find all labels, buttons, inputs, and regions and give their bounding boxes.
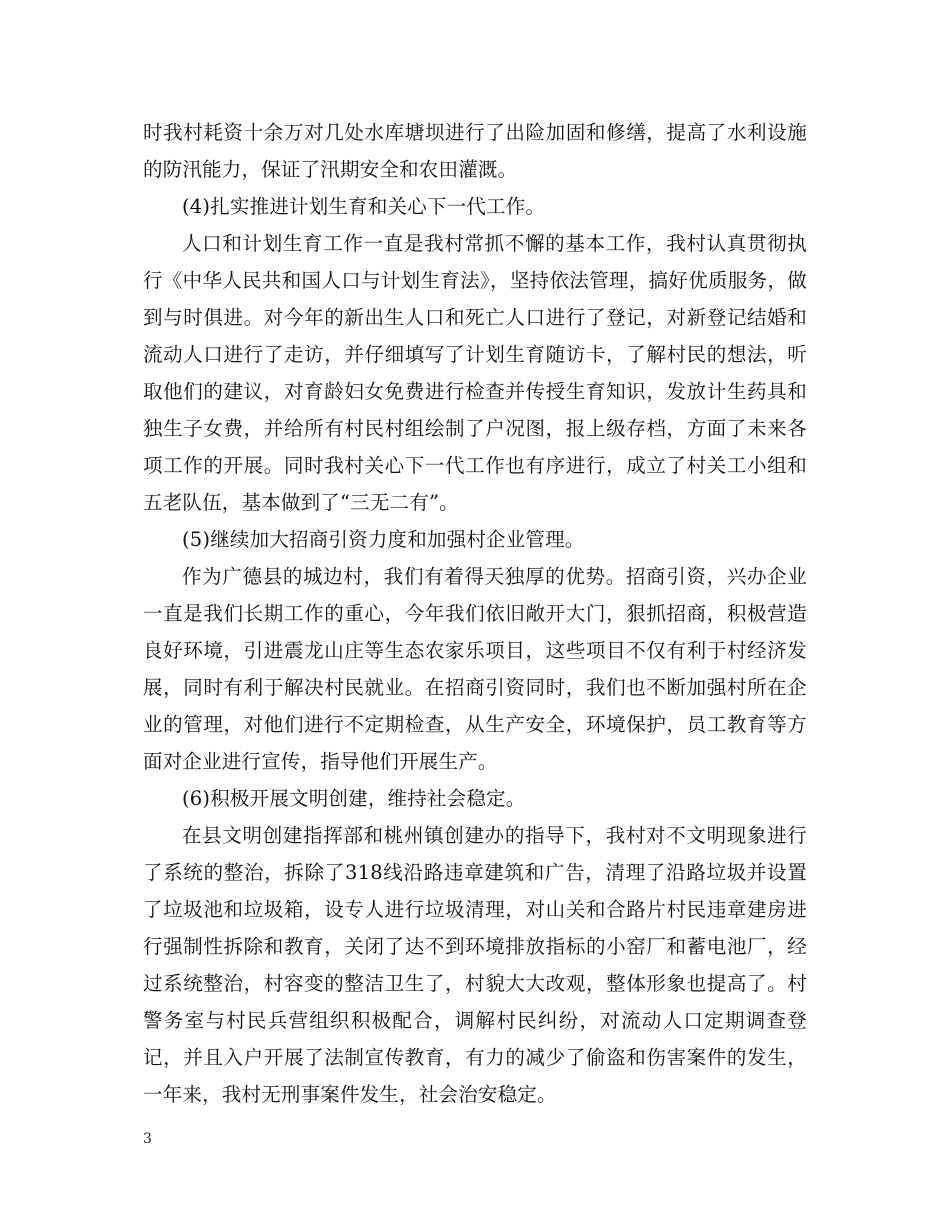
document-body (143, 114, 807, 1113)
section-heading-6: (6)积极开展文明创建，维持社会稳定。 (182, 787, 526, 810)
paragraph-continuation: 时我村耗资十余万对几处水库塘坝进行了出险加固和修缮，提高了水利设施的防汛能力，保证了汛期安全和农田灌溉。 (143, 121, 807, 181)
paragraph-family-planning: 人口和计划生育工作一直是我村常抓不懈的基本工作，我村认真贯彻执行《中华人民共和国人口与计划生育法》，坚持依法管理，搞好优质服务，做到与时俱进。对今年的新出生人口和死亡人口进行了登记，对新登记结婚和流动人口进行了走访，并仔细填写了计划生育随访卡，了解村民的想法，听取他们的建议，对育龄妇女免费进行检查并传授生育知识，发放计生药具和独生子女费，并给所有村民村组绘制了户况图，报上级存档，方面了未来各项工作的开展。同时我村关心下一代工作也有序进行，成立了村关工小组和五老队伍，基本做到了“三无二有”。 (143, 232, 807, 514)
paragraph-investment: 作为广德县的城边村，我们有着得天独厚的优势。招商引资，兴办企业一直是我们长期工作的重心，今年我们依旧敞开大门，狠抓招商，积极营造良好环境，引进震龙山庄等生态农家乐项目，这些项目不仅有利于村经济发展，同时有利于解决村民就业。在招商引资同时，我们也不断加强村所在企业的管理，对他们进行不定期检查，从生产安全，环境保护，员工教育等方面对企业进行宣传，指导他们开展生产。 (143, 565, 807, 773)
paragraph-civilization: 在县文明创建指挥部和桃州镇创建办的指导下，我村对不文明现象进行了系统的整治，拆除了318线沿路违章建筑和广告，清理了沿路垃圾并设置了垃圾池和垃圾箱，设专人进行垃圾清理，对山关和合路片村民违章建房进行强制性拆除和教育，关闭了达不到环境排放指标的小窑厂和蓄电池厂，经过系统整治，村容变的整洁卫生了，村貌大大改观，整体形象也提高了。村警务室与村民兵营组织积极配合，调解村民纠纷，对流动人口定期调查登记，并且入户开展了法制宣传教育，有力的减少了偷盗和伤害案件的发生，一年来，我村无刑事案件发生，社会治安稳定。 (143, 824, 807, 1106)
page-number: 3 (143, 1131, 152, 1147)
section-heading-5: (5)继续加大招商引资力度和加强村企业管理。 (182, 528, 585, 551)
section-heading-4: (4)扎实推进计划生育和关心下一代工作。 (182, 195, 546, 218)
